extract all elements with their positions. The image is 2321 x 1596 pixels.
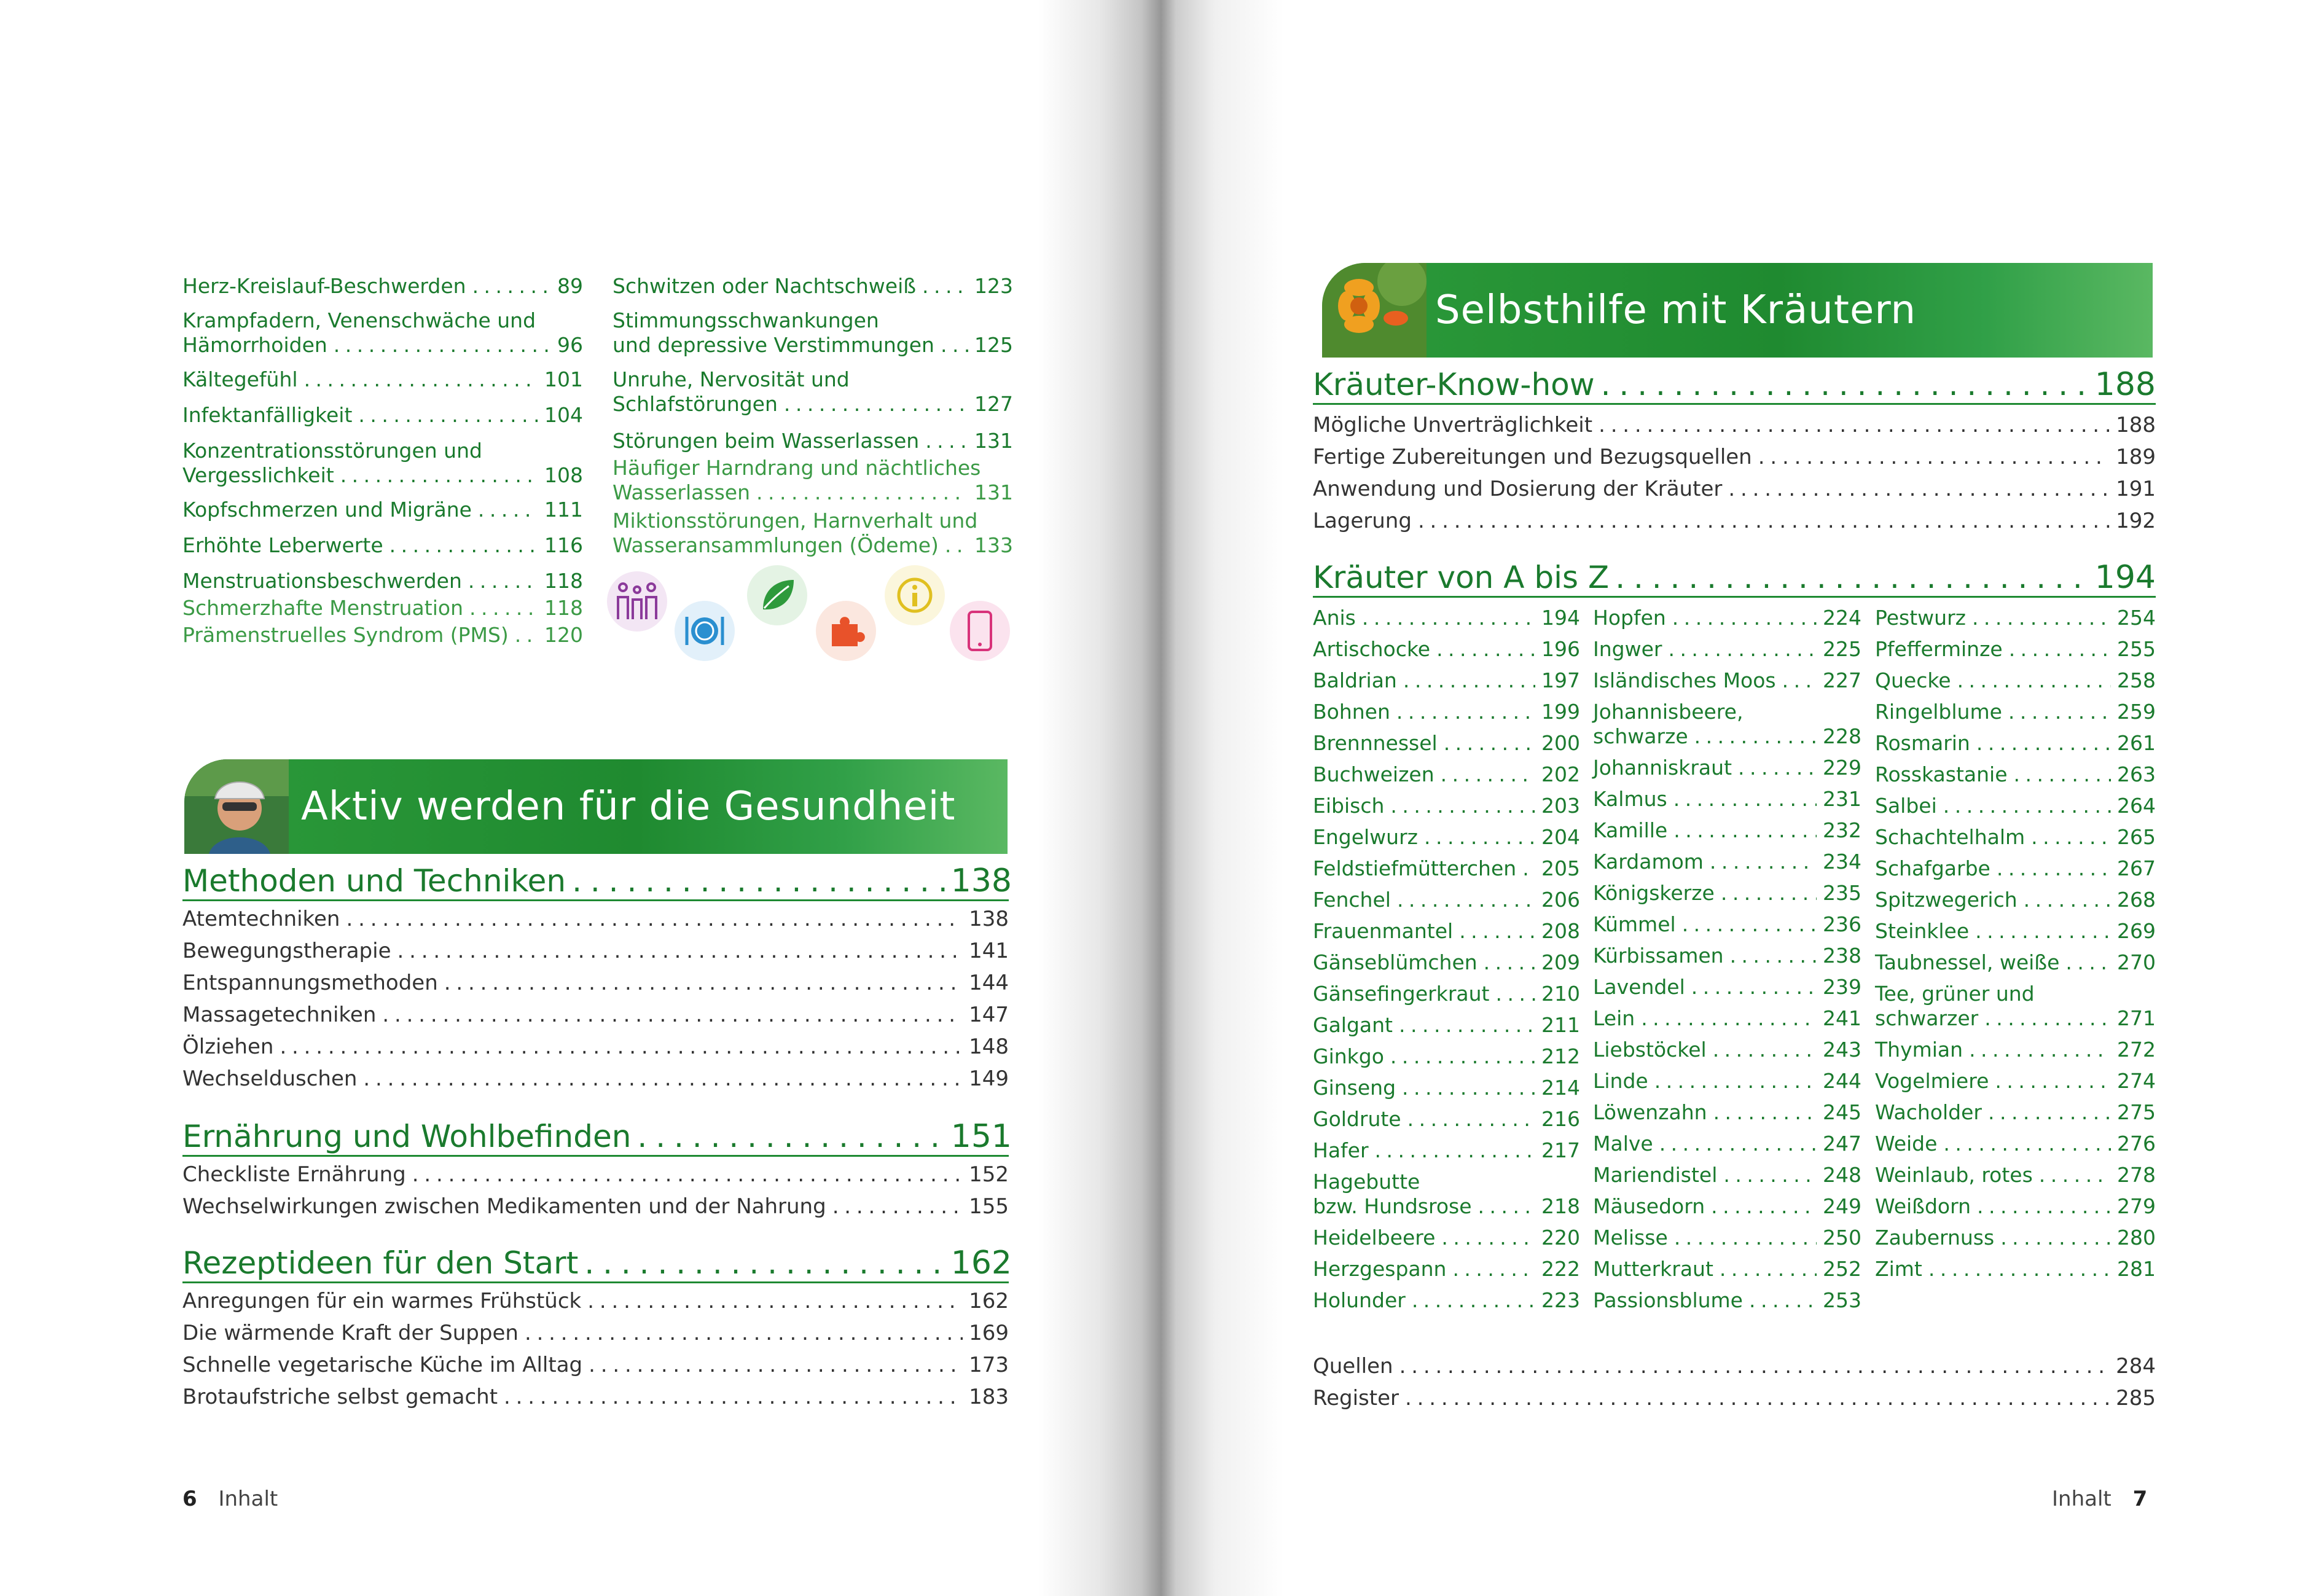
toc-item[interactable]: Checkliste Ernährung . . . 152	[182, 1159, 1009, 1191]
toc-entry[interactable]: Störungen beim Wasserlassen . . . 131	[613, 429, 1013, 453]
herb-entry[interactable]: Feldstiefmütterchen . . . 205	[1313, 853, 1580, 884]
herb-entry[interactable]: Gänseblümchen . . . 209	[1313, 947, 1580, 978]
toc-item[interactable]: Brotaufstriche selbst gemacht . . . 183	[182, 1381, 1009, 1413]
toc-item[interactable]: Wechselwirkungen zwischen Medikamenten und der Nahrung . . . 155	[182, 1191, 1009, 1222]
cyclist-photo	[184, 759, 289, 854]
page-footer-right	[2052, 1487, 2147, 1511]
toc-item[interactable]: Anregungen für ein warmes Frühstück . . . 162	[182, 1285, 1009, 1317]
smartphone-icon	[950, 601, 1010, 661]
family-icon	[607, 571, 667, 632]
herb-entry[interactable]: Heidelbeere . . . 220	[1313, 1222, 1580, 1253]
herb-entry[interactable]: Weinlaub, rotes . . . 278	[1875, 1159, 2156, 1191]
toc-item[interactable]: Entspannungsmethoden . . . 144	[182, 967, 1009, 999]
herb-entry[interactable]: Zimt . . . 281	[1875, 1253, 2156, 1285]
herb-entry[interactable]: Buchweizen . . . 202	[1313, 759, 1580, 790]
herb-entry[interactable]: Lavendel . . . 239	[1593, 971, 1861, 1003]
herb-entry[interactable]: Weide . . . 276	[1875, 1128, 2156, 1159]
herb-entry[interactable]: Spitzwegerich . . . 268	[1875, 884, 2156, 915]
herb-entry[interactable]: Holunder . . . 223	[1313, 1285, 1580, 1316]
toc-item[interactable]: Atemtechniken . . . 138	[182, 903, 1009, 935]
toc-item[interactable]: Massagetechniken . . . 147	[182, 999, 1009, 1031]
herb-entry[interactable]: Pfefferminze . . . 255	[1875, 633, 2156, 665]
section-items	[182, 1285, 1009, 1413]
toc-entry[interactable]: Krampfadern, Venenschwäche und Hämorrhoiden . . . 96	[182, 308, 583, 358]
page-number: 7	[2132, 1487, 2148, 1511]
toc-item[interactable]: Die wärmende Kraft der Suppen . . . 169	[182, 1317, 1009, 1349]
herb-entry[interactable]: Kümmel . . . 236	[1593, 909, 1861, 940]
heading-rule	[182, 1155, 1009, 1157]
herb-entry[interactable]: Fenchel . . . 206	[1313, 884, 1580, 915]
herb-entry[interactable]: Hagebutte bzw. Hundsrose . . . 218	[1313, 1170, 1580, 1219]
puzzle-icon	[816, 601, 876, 661]
toc-entry[interactable]: Menstruationsbeschwerden . . . 118	[182, 569, 583, 593]
az-column-1	[1313, 602, 1580, 1316]
page-footer-left	[182, 1487, 278, 1511]
herb-entry[interactable]: Bohnen . . . 199	[1313, 696, 1580, 727]
footer-label: Inhalt	[2052, 1487, 2112, 1511]
toc-entry[interactable]: Unruhe, Nervosität und Schlafstörungen . . . 127	[613, 367, 1013, 417]
page-number: 6	[182, 1487, 197, 1511]
herb-entry[interactable]: Malve . . . 247	[1593, 1128, 1861, 1159]
toc-entry[interactable]: Konzentrationsstörungen und Vergesslichkeit . . . 108	[182, 439, 583, 488]
right-page	[1155, 0, 2321, 1596]
herb-entry[interactable]: Melisse . . . 250	[1593, 1222, 1861, 1253]
leaf-icon	[747, 565, 807, 625]
section-banner-kraeuter	[1322, 263, 2153, 358]
herb-entry[interactable]: Ginseng . . . 214	[1313, 1072, 1580, 1103]
toc-entry[interactable]: Stimmungsschwankungen und depressive Verstimmungen . . . 125	[613, 308, 1013, 358]
herb-entry[interactable]: Schafgarbe . . . 267	[1875, 853, 2156, 884]
herb-entry[interactable]: Lein . . . 241	[1593, 1003, 1861, 1034]
herb-entry[interactable]: Ginkgo . . . 212	[1313, 1041, 1580, 1072]
herb-entry[interactable]: Schachtelhalm . . . 265	[1875, 821, 2156, 853]
herb-entry[interactable]: Thymian . . . 272	[1875, 1034, 2156, 1065]
toc-entry[interactable]: Kältegefühl . . . 101	[182, 367, 583, 392]
herb-entry[interactable]: Engelwurz . . . 204	[1313, 821, 1580, 853]
section-heading[interactable]: Methoden und Techniken . . . 138	[182, 863, 1012, 899]
herb-entry[interactable]: Kürbissamen . . . 238	[1593, 940, 1861, 971]
section-heading[interactable]: Ernährung und Wohlbefinden . . . 151	[182, 1118, 1012, 1155]
herb-entry[interactable]: Kalmus . . . 231	[1593, 783, 1861, 815]
herb-entry[interactable]: Taubnessel, weiße . . . 270	[1875, 947, 2156, 978]
herb-entry[interactable]: Mäusedorn . . . 249	[1593, 1191, 1861, 1222]
herb-entry[interactable]: Kamille . . . 232	[1593, 815, 1861, 846]
section-items	[1313, 409, 2156, 537]
toc-item-register[interactable]: Register . . . 285	[1313, 1382, 2156, 1414]
toc-entry[interactable]: Herz-Kreislauf-Beschwerden . . . 89	[182, 274, 583, 299]
heading-rule	[182, 899, 1009, 901]
herb-entry[interactable]: Artischocke . . . 196	[1313, 633, 1580, 665]
toc-entry[interactable]: Schwitzen oder Nachtschweiß . . . 123	[613, 274, 1013, 299]
herb-entry[interactable]: Hopfen . . . 224	[1593, 602, 1861, 633]
herb-entry[interactable]: Baldrian . . . 197	[1313, 665, 1580, 696]
herb-entry[interactable]: Eibisch . . . 203	[1313, 790, 1580, 821]
toc-subentry[interactable]: Miktionsstörungen, Harnverhalt und Wasseransammlungen (Ödeme) . . . 133	[613, 509, 1013, 558]
herb-entry[interactable]: Salbei . . . 264	[1875, 790, 2156, 821]
toc-entry[interactable]: Erhöhte Leberwerte . . . 116	[182, 533, 583, 558]
info-icon	[885, 565, 945, 625]
left-page	[0, 0, 1155, 1596]
az-column-3	[1875, 602, 2156, 1285]
herb-entry[interactable]: Mariendistel . . . 248	[1593, 1159, 1861, 1191]
herb-entry[interactable]: Johanniskraut . . . 229	[1593, 752, 1861, 783]
herb-entry[interactable]: Linde . . . 244	[1593, 1065, 1861, 1097]
herb-entry[interactable]: Wacholder . . . 275	[1875, 1097, 2156, 1128]
toc-entry[interactable]: Infektanfälligkeit . . . 104	[182, 403, 583, 428]
herb-entry[interactable]: Königskerze . . . 235	[1593, 877, 1861, 909]
section-heading[interactable]: Kräuter-Know-how . . . 188	[1313, 366, 2156, 403]
section-banner-aktiv	[184, 759, 1008, 854]
banner-title: Selbsthilfe mit Kräutern	[1435, 288, 1917, 333]
herb-entry[interactable]: Pestwurz . . . 254	[1875, 602, 2156, 633]
herb-entry[interactable]: Rosmarin . . . 261	[1875, 727, 2156, 759]
heading-rule	[1313, 403, 2156, 405]
toc-item[interactable]: Fertige Zubereitungen und Bezugsquellen . . . 189	[1313, 441, 2156, 473]
toc-item[interactable]: Bewegungstherapie . . . 141	[182, 935, 1009, 967]
herb-entry[interactable]: Hafer . . . 217	[1313, 1135, 1580, 1166]
toc-item[interactable]: Wechselduschen . . . 149	[182, 1063, 1009, 1095]
herb-entry[interactable]: Gänsefingerkraut . . . 210	[1313, 978, 1580, 1009]
herb-entry[interactable]: Quecke . . . 258	[1875, 665, 2156, 696]
herb-entry[interactable]: Kardamom . . . 234	[1593, 846, 1861, 877]
toc-entry[interactable]: Kopfschmerzen und Migräne . . . 111	[182, 498, 583, 522]
toc-item[interactable]: Anwendung und Dosierung der Kräuter . . . 191	[1313, 473, 2156, 505]
herb-entry[interactable]: Zaubernuss . . . 280	[1875, 1222, 2156, 1253]
herb-entry[interactable]: Weißdorn . . . 279	[1875, 1191, 2156, 1222]
flower-photo	[1322, 263, 1427, 358]
toc-item[interactable]: Mögliche Unverträglichkeit . . . 188	[1313, 409, 2156, 441]
banner-title: Aktiv werden für die Gesundheit	[301, 784, 956, 829]
heading-rule	[182, 1281, 1009, 1283]
toc-subentry[interactable]: Prämenstruelles Syndrom (PMS) . . . 120	[182, 623, 583, 647]
herb-entry[interactable]: Johannisbeere, schwarze . . . 228	[1593, 700, 1861, 749]
section-heading[interactable]: Kräuter von A bis Z . . . 194	[1313, 559, 2156, 596]
footer-label: Inhalt	[218, 1487, 278, 1511]
food-plate-icon	[675, 601, 735, 661]
section-items	[182, 903, 1009, 1095]
heading-rule	[1313, 596, 2156, 598]
toc-item-quellen[interactable]: Quellen . . . 284	[1313, 1350, 2156, 1382]
herb-entry[interactable]: Steinklee . . . 269	[1875, 915, 2156, 947]
herb-entry[interactable]: Rosskastanie . . . 263	[1875, 759, 2156, 790]
section-items	[182, 1159, 1009, 1222]
herb-entry[interactable]: Ringelblume . . . 259	[1875, 696, 2156, 727]
toc-item[interactable]: Schnelle vegetarische Küche im Alltag . . . 173	[182, 1349, 1009, 1381]
herb-entry[interactable]: Tee, grüner und schwarzer . . . 271	[1875, 982, 2156, 1031]
herb-entry[interactable]: Isländisches Moos . . . 227	[1593, 665, 1861, 696]
end-items	[1313, 1350, 2156, 1414]
toc-subentry[interactable]: Häufiger Harndrang und nächtliches Wasserlassen . . . 131	[613, 456, 1013, 505]
herb-entry[interactable]: Vogelmiere . . . 274	[1875, 1065, 2156, 1097]
herb-entry[interactable]: Passionsblume . . . 253	[1593, 1285, 1861, 1316]
herb-entry[interactable]: Mutterkraut . . . 252	[1593, 1253, 1861, 1285]
toc-item[interactable]: Ölziehen . . . 148	[182, 1031, 1009, 1063]
herb-entry[interactable]: Liebstöckel . . . 243	[1593, 1034, 1861, 1065]
herb-entry[interactable]: Galgant . . . 211	[1313, 1009, 1580, 1041]
az-column-2	[1593, 602, 1861, 1316]
toc-subentry[interactable]: Schmerzhafte Menstruation . . . 118	[182, 596, 583, 620]
toc-item[interactable]: Lagerung . . . 192	[1313, 505, 2156, 537]
herb-entry[interactable]: Goldrute . . . 216	[1313, 1103, 1580, 1135]
herb-entry[interactable]: Ingwer . . . 225	[1593, 633, 1861, 665]
herb-entry[interactable]: Herzgespann . . . 222	[1313, 1253, 1580, 1285]
section-heading[interactable]: Rezeptideen für den Start . . . 162	[182, 1245, 1012, 1281]
herb-entry[interactable]: Anis . . . 194	[1313, 602, 1580, 633]
herb-entry[interactable]: Löwenzahn . . . 245	[1593, 1097, 1861, 1128]
herb-entry[interactable]: Frauenmantel . . . 208	[1313, 915, 1580, 947]
herb-entry[interactable]: Brennnessel . . . 200	[1313, 727, 1580, 759]
